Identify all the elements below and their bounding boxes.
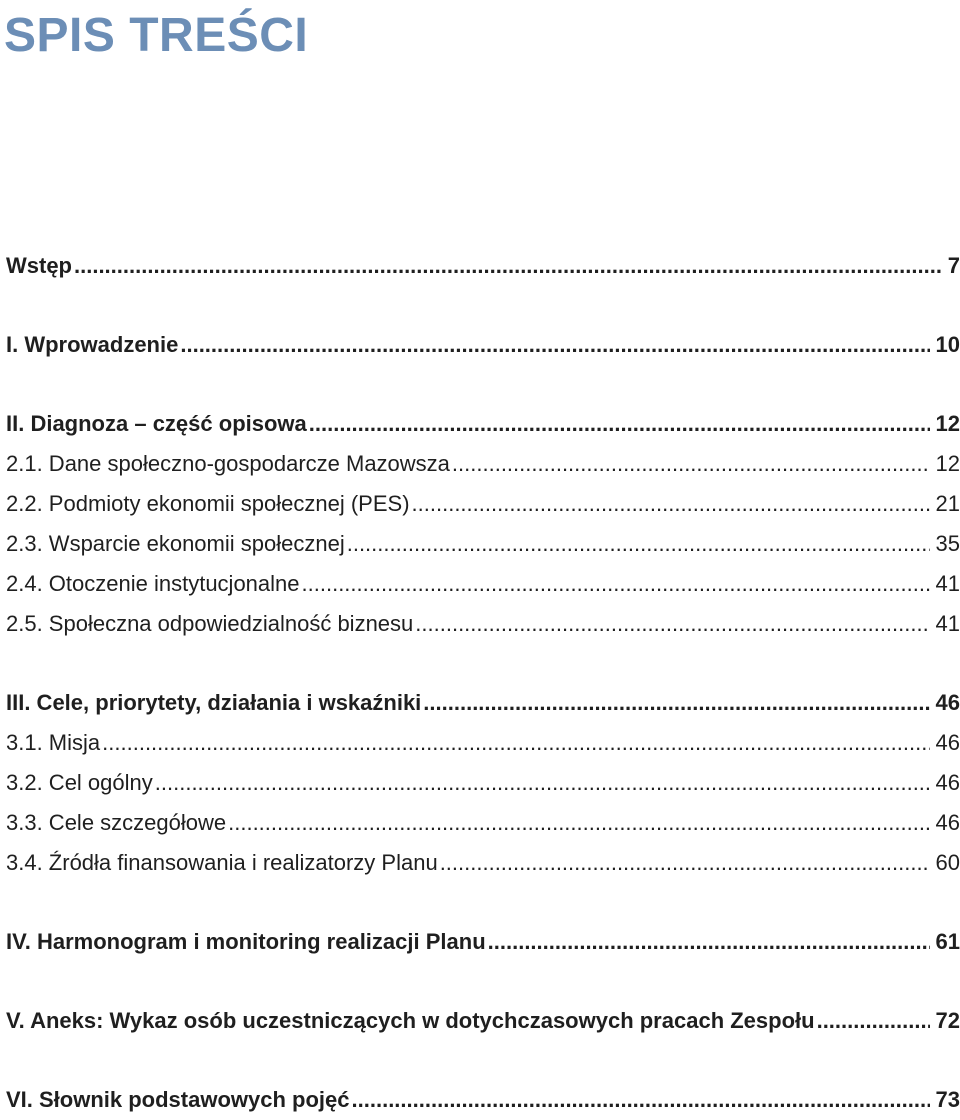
toc-entry-page: 60 [935, 850, 960, 875]
toc-entry-2-2[interactable] [6, 484, 960, 524]
dot-leader [440, 843, 930, 883]
toc-entry-label: 3.4. Źródła finansowania i realizatorzy Planu [6, 850, 438, 875]
toc-entry-label: 3.1. Misja [6, 730, 101, 755]
toc-entry-page: 12 [935, 411, 960, 436]
toc-entry-2-5[interactable] [6, 604, 960, 644]
toc-entry-chapter-5[interactable] [6, 1001, 960, 1041]
toc-entry-3-2[interactable] [6, 763, 960, 803]
dot-leader [452, 444, 930, 484]
section-gap [6, 962, 960, 1001]
toc-entry-page: 46 [935, 810, 960, 835]
toc-entry-label: 2.3. Wsparcie ekonomii społecznej [6, 531, 345, 556]
toc-entry-page: 41 [935, 571, 960, 596]
toc-entry-label: 3.2. Cel ogólny [6, 770, 153, 795]
section-gap [6, 644, 960, 683]
toc-entry-label: IV. Harmonogram i monitoring realizacji Planu [6, 929, 486, 954]
toc-entry-label: Wstęp [6, 253, 72, 278]
dot-leader [180, 325, 929, 365]
dot-leader [352, 1080, 930, 1120]
toc-entry-2-3[interactable] [6, 524, 960, 564]
toc-entry-chapter-2[interactable] [6, 404, 960, 444]
toc-entry-page: 73 [935, 1087, 960, 1112]
toc-entry-page: 41 [935, 611, 960, 636]
toc-entry-page: 10 [935, 332, 960, 357]
toc-entry-label: II. Diagnoza – część opisowa [6, 411, 307, 436]
toc-entry-2-4[interactable] [6, 564, 960, 604]
toc-entry-3-4[interactable] [6, 843, 960, 883]
page-title: SPIS TREŚCI [4, 9, 309, 62]
toc-entry-page: 46 [935, 730, 960, 755]
dot-leader [412, 484, 930, 524]
toc-entry-label: 2.4. Otoczenie instytucjonalne [6, 571, 300, 596]
toc-entry-chapter-6[interactable] [6, 1080, 960, 1120]
toc-entry-page: 72 [935, 1008, 960, 1033]
toc-entry-3-3[interactable] [6, 803, 960, 843]
section-gap [6, 286, 960, 325]
toc-entry-label: 2.1. Dane społeczno-gospodarcze Mazowsza [6, 451, 450, 476]
dot-leader [423, 683, 929, 723]
dot-leader [309, 404, 930, 444]
section-gap [6, 883, 960, 922]
toc-entry-label: 2.2. Podmioty ekonomii społecznej (PES) [6, 491, 410, 516]
toc-entry-2-1[interactable] [6, 444, 960, 484]
toc-entry-label: 2.5. Społeczna odpowiedzialność biznesu [6, 611, 414, 636]
toc-entry-label: VI. Słownik podstawowych pojęć [6, 1087, 350, 1112]
dot-leader [817, 1001, 930, 1041]
section-gap [6, 365, 960, 404]
toc-entry-wstep[interactable] [6, 246, 960, 286]
dot-leader [155, 763, 930, 803]
toc-entry-page: 46 [935, 690, 960, 715]
toc-entry-chapter-3[interactable] [6, 683, 960, 723]
toc-entry-page: 21 [935, 491, 960, 516]
section-gap [6, 1041, 960, 1080]
toc-entry-label: 3.3. Cele szczegółowe [6, 810, 227, 835]
dot-leader [415, 604, 929, 644]
toc-entry-chapter-4[interactable] [6, 922, 960, 962]
dot-leader [228, 803, 929, 843]
toc-entry-page: 12 [935, 451, 960, 476]
dot-leader [74, 246, 942, 286]
dot-leader [488, 922, 930, 962]
dot-leader [102, 723, 929, 763]
toc-entry-label: I. Wprowadzenie [6, 332, 179, 357]
toc-entry-page: 35 [935, 531, 960, 556]
toc-entry-3-1[interactable] [6, 723, 960, 763]
dot-leader [302, 564, 930, 604]
toc-entry-page: 7 [947, 253, 960, 278]
toc-entry-chapter-1[interactable] [6, 325, 960, 365]
toc-entry-label: V. Aneks: Wykaz osób uczestniczących w dotychczasowych pracach Zespołu [6, 1008, 815, 1033]
toc-entry-page: 61 [935, 929, 960, 954]
toc-entry-label: III. Cele, priorytety, działania i wskaźniki [6, 690, 422, 715]
table-of-contents [6, 246, 960, 1120]
dot-leader [347, 524, 930, 564]
toc-entry-page: 46 [935, 770, 960, 795]
